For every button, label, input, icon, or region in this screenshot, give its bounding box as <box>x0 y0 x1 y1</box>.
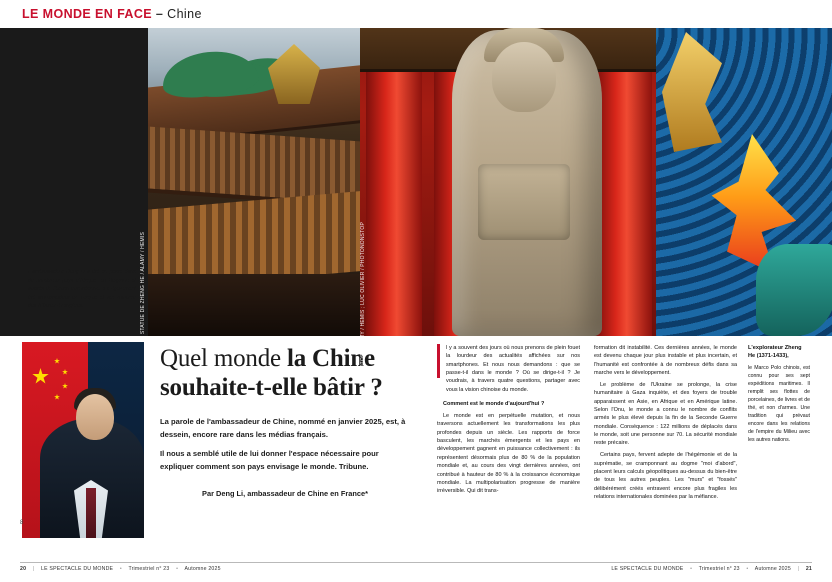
photo-ambassador-portrait <box>22 342 144 538</box>
temple-base <box>148 274 360 336</box>
footer-left: 20 | LE SPECTACLE DU MONDE • Trimestriel n° 23 • Automne 2025 <box>20 566 221 572</box>
sidebar-note-text: le Marco Polo chinois, est connu pour ses sept expéditions maritimes. Il remplit ses flottes de porcelaines, de livres et de thé, et non d'armes. Une tradition qui prévaut encore dans les relations de l'empire du Milieu avec les autres nations. <box>748 364 810 444</box>
sidebar-note-title: L'explorateur Zheng He (1371-1433), <box>748 345 802 360</box>
article-body-area <box>0 336 832 582</box>
sidebar-note <box>748 344 810 444</box>
footer-season-right: Automne 2025 <box>754 566 791 572</box>
flag-star-small-icon <box>54 394 60 400</box>
article-paragraph: l y a souvent des jours où nous prenons de plein fouet la lourdeur des actualités affichées sur nos smartphones. Et nous nous demandons : que se passe-t-il dans le monde ? Où se dirige-t-il ? Je voudrais, à travers quatre questions, partager avec vous la vision chinoise du monde. <box>446 345 580 393</box>
article-column-1 <box>437 344 580 505</box>
article-paragraph: Le monde est en perpétuelle mutation, et nous traversons actuellement les transformations les plus profondes depuis un siècle. Les rapports de force basculent, les marchés émergents et les pays en développement gagnent en puissance collectivement : ils représentent désormais plus de 80 % de la population mondiale et, au cours des vingt dernières années, ont contribué à hauteur de 80 % à la croissance économique mondiale. La multipolarisation progresse de manière irréversible. Qui dit trans- <box>437 413 580 495</box>
article-byline: Par Deng Li, ambassadeur de Chine en France* <box>202 489 368 499</box>
kicker-dash: – <box>155 7 164 21</box>
portrait-face <box>76 394 114 440</box>
photo-credit-center: PHOTOS : ALAMY / HEMIS ; LUC OLIVIER / PHOTONONSTOP <box>360 222 366 376</box>
deck-paragraph: Il nous a semblé utile de lui donner l'espace nécessaire pour expliquer comment son pays envisage le monde. Tribune. <box>160 449 379 471</box>
article-deck <box>160 416 410 473</box>
flag-star-large-icon <box>32 368 49 385</box>
footer-page-left: 20 <box>20 566 27 572</box>
photo-caption-text: L'ambassadeur Deng Li a été en poste dans de nombreux pays d'Afrique, en Belgique et auprès de l'Union européenne. Il a également été ambassadeur en Turquie et vice-ministre des Affaires étrangères. <box>28 269 136 310</box>
footer-publication-right: LE SPECTACLE DU MONDE <box>611 566 684 572</box>
statue-head <box>492 42 556 112</box>
footer-page-right: 21 <box>805 566 812 572</box>
footer-issue-right: Trimestriel n° 23 <box>698 566 740 572</box>
article-subheading: Comment est le monde d'aujourd'hui ? <box>443 401 545 408</box>
article-paragraph: formation dit instabilité. Ces dernières années, le monde est devenu chaque jour plus instable et plus incertain, et l'humanité est confrontée à de nombreux défis dans sa marche vers le développement. <box>594 345 737 377</box>
teal-wave-motif <box>756 244 832 336</box>
footer-issue-left: Trimestriel n° 23 <box>128 566 170 572</box>
flag-star-small-icon <box>62 369 68 375</box>
photo-credit-left: STATUE DE ZHENG HE / ALAMY / HEMIS <box>140 232 146 335</box>
section-header <box>0 0 832 28</box>
flag-star-small-icon <box>62 383 68 389</box>
deck-paragraph: La parole de l'ambassadeur de Chine, nommé en janvier 2025, est, à dessein, encore rare dans les médias français. <box>160 417 406 439</box>
footer-publication-left: LE SPECTACLE DU MONDE <box>41 566 114 572</box>
photo-temple-roof <box>148 14 360 336</box>
page-title <box>160 344 410 402</box>
section-kicker <box>22 7 202 21</box>
headline-block <box>160 344 410 498</box>
photo-dragon-mural <box>656 14 832 336</box>
headline-part-2: la Chine <box>286 345 375 372</box>
flag-star-small-icon <box>54 358 60 364</box>
photo-zheng-he-statue <box>360 14 656 336</box>
article-column-2 <box>594 344 737 505</box>
headline-part-3: souhaite-t-elle bâtir ? <box>160 374 383 401</box>
photo-caption <box>28 268 136 311</box>
kicker-sub: Chine <box>167 7 202 21</box>
article-columns <box>437 344 737 505</box>
footer-divider <box>20 562 812 563</box>
headline-part-1: Quel monde <box>160 345 287 372</box>
article-paragraph: Certains pays, fervent adepte de l'hégémonie et de la suprématie, se cramponnant au dogme "moi d'abord", placent leurs calculs géopolitiques au-dessus du bien-être de tous les autres peuples. Les "murs" et "fossés" délibérément créés entravent encore plus fragiles les relations internationales dominées par la méfiance. <box>594 452 737 501</box>
footer-right: LE SPECTACLE DU MONDE • Trimestriel n° 23 • Automne 2025 | 21 <box>611 566 812 572</box>
statue-robe-panel <box>478 164 570 240</box>
kicker-main: LE MONDE EN FACE <box>22 7 153 21</box>
article-paragraph: Le problème de l'Ukraine se prolonge, la crise humanitaire à Gaza inquiète, et des foyers de trouble apparaissent en Asie, en Afrique et en Amérique latine. Selon l'Onu, le monde a connu le nombre de conflits armés le plus élevé depuis la fin de la Seconde Guerre mondiale. Conséquence : 122 millions de déplacés dans le monde, soit une personne sur 70. La sécurité mondiale reste précaire. <box>594 381 737 447</box>
page-footer <box>0 560 832 582</box>
folio-number: 8 <box>20 520 24 526</box>
portrait-tie <box>86 488 96 538</box>
footer-season-left: Automne 2025 <box>184 566 221 572</box>
